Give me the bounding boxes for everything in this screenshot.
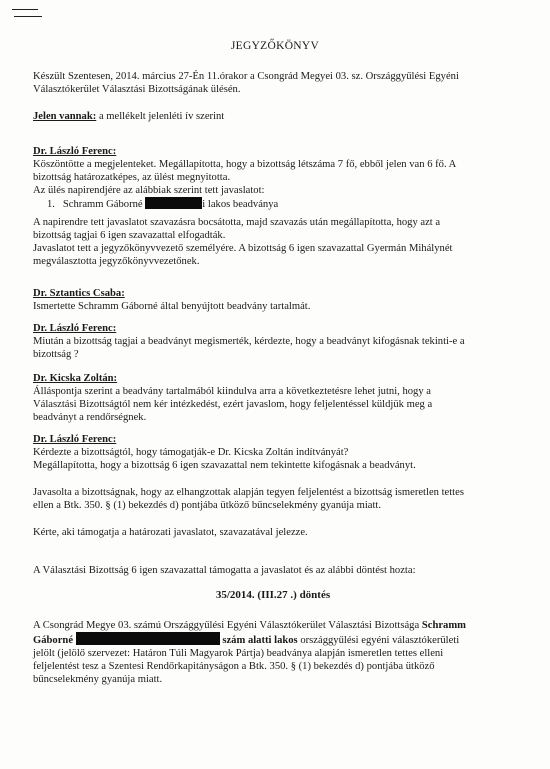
text-line: Kérdezte a bizottságtól, hogy támogatják-e Dr. Kicska Zoltán indítványát? bbox=[33, 447, 349, 458]
agenda-item-name: Schramm Gáborné bbox=[62, 199, 143, 210]
intro-line-1: Készült Szentesen, 2014. március 27-Én 11.órakor a Csongrád Megyei 03. sz. Országgyűlési Egyéni bbox=[33, 71, 459, 82]
speaker-label: Dr. László Ferenc: bbox=[33, 434, 117, 445]
present-text: a mellékelt jelenléti ív szerint bbox=[98, 111, 225, 122]
text-line: Megállapította, hogy a bizottság 6 igen szavazattal nem tekintette kifogásnak a beadványt. bbox=[33, 460, 416, 471]
redaction-box bbox=[145, 197, 202, 209]
text-line: Kérte, aki támogatja a határozati javaslatot, szavazatával jelezze. bbox=[33, 527, 308, 538]
decision-line-5: bűncselekmény gyanúja miatt. bbox=[33, 674, 163, 685]
redaction-box bbox=[76, 632, 220, 645]
intro-line-2: Választókerület Választási Bizottságának ülésén. bbox=[33, 84, 241, 95]
text-line: bizottság határozatképes, az ülést megnyitotta. bbox=[33, 172, 231, 183]
decision-line-4: feljelentést tesz a Szentesi Rendőrkapitányságon a Btk. 350. § (1) bekezdés d) pontjába ütköző bbox=[33, 661, 435, 672]
decision-line-3: jelölt (jelölő szervezet: Határon Túli Magyarok Pártja) beadványa alapján ismeretlen tettes elleni bbox=[33, 648, 444, 659]
decision-address-label: szám alatti lakos bbox=[222, 635, 298, 646]
text-line: Miután a bizottság tagjai a beadványt megismerték, kérdezte, hogy a beadványt kifogásnak tekinti-e a bbox=[33, 336, 465, 347]
text-line: Az ülés napirendjére az alábbiak szerint tett javaslatot: bbox=[33, 185, 265, 196]
text-line: beadványt a rendőrségnek. bbox=[33, 412, 147, 423]
agenda-item-rest: i lakos beadványa bbox=[202, 199, 279, 210]
text-line: Köszöntötte a megjelenteket. Megállapította, hogy a bizottság létszáma 7 fő, ebből jelen van 6 fő. A bbox=[33, 159, 457, 170]
present-label: Jelen vannak: bbox=[33, 111, 97, 122]
agenda-item-number: 1. bbox=[47, 199, 55, 210]
text-line: Javasolta a bizottságnak, hogy az elhangzottak alapján tegyen feljelentést a bizottság ismeretlen tettes bbox=[33, 487, 464, 498]
decision-name-part: Schramm bbox=[421, 620, 466, 631]
text-line: Választási Bizottságtól nem kér intézkedést, ezért javaslom, hogy feljelentéssel küldjük meg a bbox=[33, 399, 433, 410]
text-line: ellen a Btk. 350. § (1) bekezdés d) pontjába ütköző bűncselekmény gyanúja miatt. bbox=[33, 500, 382, 511]
speaker-label: Dr. László Ferenc: bbox=[33, 146, 117, 157]
decision-name-part: Gáborné bbox=[33, 635, 74, 646]
decision-title: 35/2014. (III.27 .) döntés bbox=[215, 589, 331, 601]
decision-paragraph bbox=[33, 619, 513, 686]
speaker-label: Dr. László Ferenc: bbox=[33, 323, 117, 334]
section-5 bbox=[33, 433, 513, 539]
agenda-item bbox=[33, 197, 513, 211]
section-1 bbox=[33, 145, 513, 268]
text-line: Javaslatot tett a jegyzőkönyvvezető személyére. A bizottság 6 igen szavazattal Gyermán Mihálynét bbox=[33, 243, 453, 254]
decision-line-1 bbox=[33, 619, 513, 632]
text-line: bizottság ? bbox=[33, 349, 79, 360]
text-line: megválasztotta jegyzőkönyvvezetőnek. bbox=[33, 256, 200, 267]
decision-text: A Csongrád Megye 03. számú Országgyűlési Egyéni Választókerület Választási Bizottsága bbox=[33, 620, 420, 631]
decision-line-2 bbox=[33, 632, 513, 647]
section-4 bbox=[33, 372, 513, 424]
section-3 bbox=[33, 322, 513, 361]
text-line: bizottság tagjai 6 igen szavazattal elfogadták. bbox=[33, 230, 226, 241]
speaker-label: Dr. Kicska Zoltán: bbox=[33, 373, 118, 384]
speaker-label: Dr. Sztantics Csaba: bbox=[33, 288, 125, 299]
corner-handwritten-mark bbox=[12, 6, 42, 20]
vote-line: A Választási Bizottság 6 igen szavazattal támogatta a javaslatot és az alábbi döntést hozta: bbox=[33, 565, 416, 576]
present-line bbox=[33, 110, 513, 123]
decision-text: országgyűlési egyéni választókerületi bbox=[300, 635, 460, 646]
text-line: A napirendre tett javaslatot szavazásra bocsátotta, majd szavazás után megállapította, hogy azt a bbox=[33, 217, 441, 228]
text-line: Álláspontja szerint a beadvány tartalmából kiindulva arra a következtetésre lehet jutni, hogy a bbox=[33, 386, 432, 397]
document-title: JEGYZŐKÖNYV bbox=[230, 40, 320, 52]
intro-paragraph bbox=[33, 70, 513, 96]
text-line: Ismertette Schramm Gáborné által benyújtott beadvány tartalmát. bbox=[33, 301, 311, 312]
section-2 bbox=[33, 287, 513, 313]
